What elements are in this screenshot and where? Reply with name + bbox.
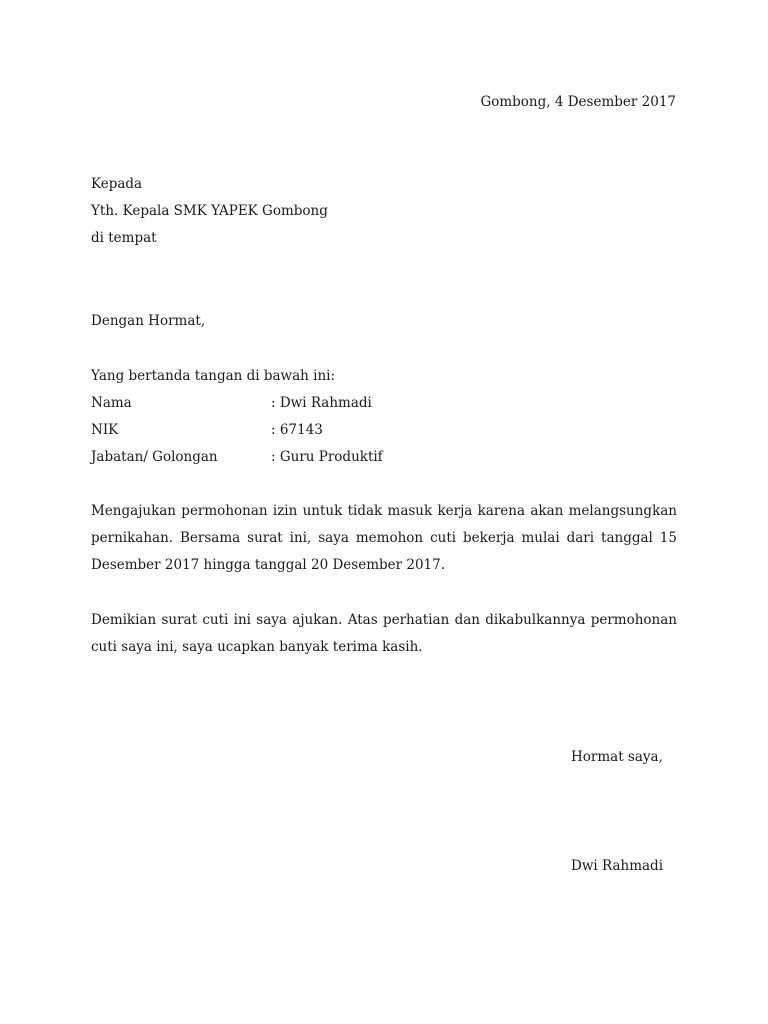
field-label: Jabatan/ Golongan — [91, 449, 218, 465]
body-paragraph-request: Mengajukan permohonan izin untuk tidak masuk kerja karena akan melangsungkan pernikahan. Bersama surat ini, saya memohon cuti bekerja mulai dari tanggal 15 Desember 2017 hingga tanggal 20 Desember 2017. — [91, 503, 677, 573]
recipient-line-name: Yth. Kepala SMK YAPEK Gombong — [91, 203, 328, 219]
field-value: : Dwi Rahmadi — [271, 395, 372, 411]
recipient-block — [91, 175, 328, 256]
field-label: NIK — [91, 422, 119, 438]
recipient-line-place: di tempat — [91, 230, 157, 246]
body-paragraph-closing: Demikian surat cuti ini saya ajukan. Atas perhatian dan dikabulkannya permohonan cuti saya ini, saya ucapkan banyak terima kasih. — [91, 612, 677, 655]
place-date: Gombong, 4 Desember 2017 — [480, 94, 676, 110]
field-row-nama — [91, 394, 383, 421]
greeting: Dengan Hormat, — [91, 313, 206, 329]
field-row-nik — [91, 421, 383, 448]
identity-fields — [91, 394, 383, 475]
closing-salutation: Hormat saya, — [571, 749, 663, 765]
field-row-jabatan — [91, 448, 383, 475]
field-value: : Guru Produktif — [271, 449, 383, 465]
field-value: : 67143 — [271, 422, 323, 438]
field-label: Nama — [91, 395, 132, 411]
intro-line: Yang bertanda tangan di bawah ini: — [91, 368, 336, 384]
recipient-line-kepada: Kepada — [91, 176, 143, 192]
signer-name: Dwi Rahmadi — [571, 858, 664, 874]
